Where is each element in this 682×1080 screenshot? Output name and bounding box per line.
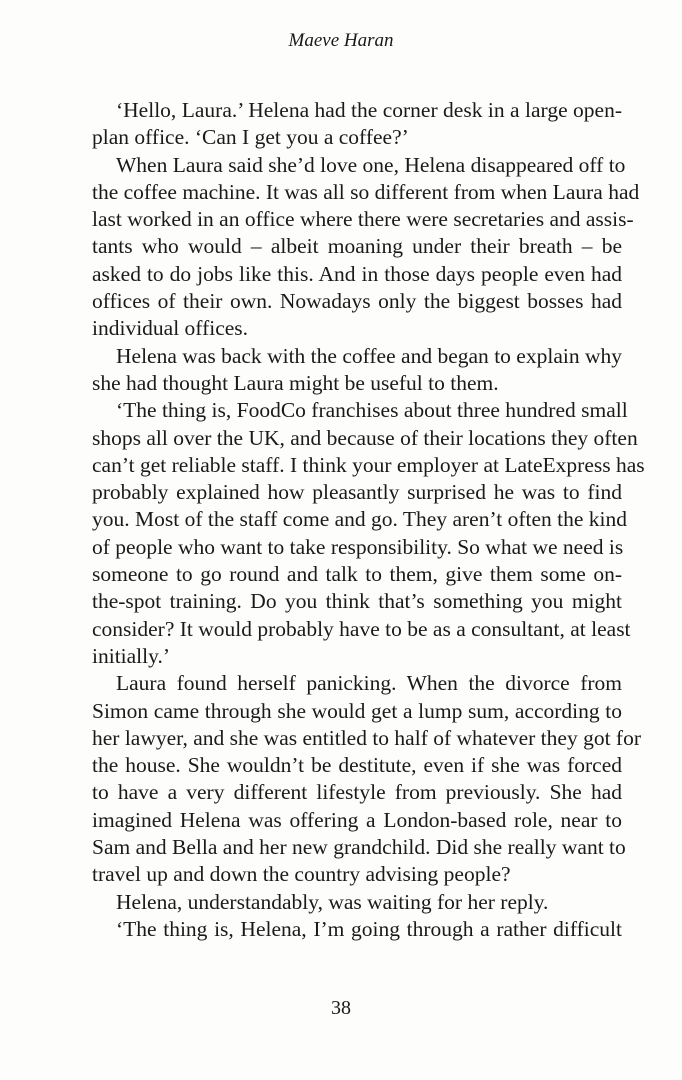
text-line: she had thought Laura might be useful to them. bbox=[92, 370, 499, 395]
text-line: plan office. ‘Can I get you a coffee?’ bbox=[92, 125, 409, 150]
text-line: the house. She wouldn’t be destitute, even if she was forced bbox=[92, 753, 622, 778]
body-text bbox=[92, 97, 645, 943]
text-line: consider? It would probably have to be as a consultant, at least bbox=[92, 616, 631, 641]
text-line: you. Most of the staff come and go. They aren’t often the kind bbox=[92, 507, 627, 532]
text-line: someone to go round and talk to them, give them some on- bbox=[92, 562, 622, 587]
text-line: imagined Helena was offering a London-based role, near to bbox=[92, 807, 622, 832]
text-line: her lawyer, and she was entitled to half of whatever they got for bbox=[92, 725, 641, 750]
text-line: tants who would – albeit moaning under their breath – be bbox=[92, 234, 622, 259]
text-line: last worked in an office where there were secretaries and assis- bbox=[92, 207, 634, 232]
text-line: Simon came through she would get a lump sum, according to bbox=[92, 698, 622, 723]
text-line: When Laura said she’d love one, Helena disappeared off to bbox=[116, 152, 626, 177]
text-line: individual offices. bbox=[92, 316, 249, 341]
running-head-author: Maeve Haran bbox=[288, 30, 394, 51]
text-line: travel up and down the country advising people? bbox=[92, 862, 511, 887]
text-line: Sam and Bella and her new grandchild. Did she really want to bbox=[92, 835, 626, 860]
text-line: shops all over the UK, and because of their locations they often bbox=[92, 425, 638, 450]
text-line: ‘Hello, Laura.’ Helena had the corner desk in a large open- bbox=[116, 98, 622, 122]
text-line: asked to do jobs like this. And in those days people even had bbox=[92, 261, 622, 286]
text-line: initially.’ bbox=[92, 643, 171, 668]
text-line: Helena, understandably, was waiting for her reply. bbox=[116, 889, 549, 914]
text-line: Helena was back with the coffee and began to explain why bbox=[116, 343, 622, 368]
text-line: of people who want to take responsibility. So what we need is bbox=[92, 534, 624, 559]
text-line: the coffee machine. It was all so different from when Laura had bbox=[92, 179, 640, 204]
page-number: 38 bbox=[331, 997, 351, 1019]
text-line: probably explained how pleasantly surprised he was to find bbox=[92, 480, 622, 505]
text-line: ‘The thing is, FoodCo franchises about three hundred small bbox=[116, 398, 628, 423]
text-line: the-spot training. Do you think that’s something you might bbox=[92, 589, 622, 614]
text-line: offices of their own. Nowadays only the biggest bosses had bbox=[92, 289, 622, 314]
text-line: ‘The thing is, Helena, I’m going through a rather difficult bbox=[116, 916, 622, 941]
text-line: Laura found herself panicking. When the divorce from bbox=[116, 671, 622, 696]
text-line: to have a very different lifestyle from previously. She had bbox=[92, 780, 622, 805]
text-line: can’t get reliable staff. I think your employer at LateExpress has bbox=[92, 452, 645, 477]
